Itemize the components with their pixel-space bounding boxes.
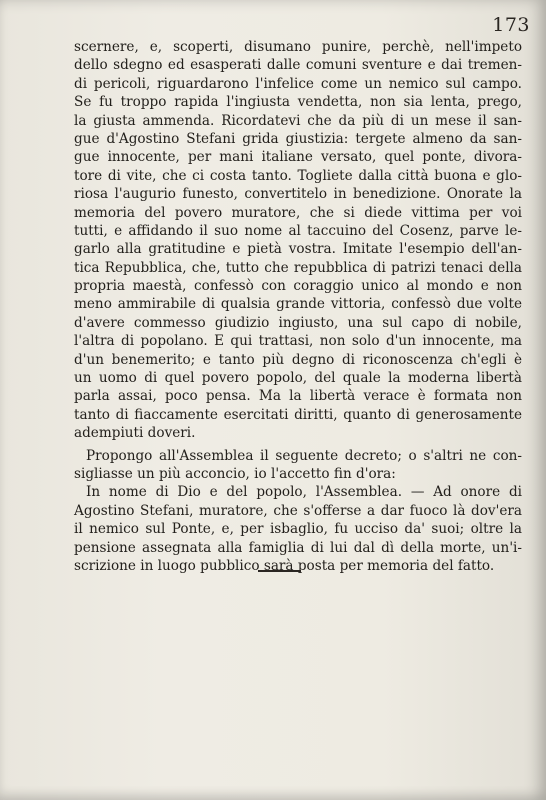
text-line: scernere, e, scoperti, disumano punire, perchè, nell'impeto — [74, 39, 522, 55]
text-line: meno ammirabile di qualsia grande vittoria, confessò due volte — [74, 296, 522, 313]
text-line: garlo alla gratitudine e pietà vostra. Imitate l'esempio dell'an- — [74, 241, 522, 258]
page-number: 173 — [492, 14, 530, 36]
text-line: di pericoli, riguardarono l'infelice come un nemico sul campo. — [74, 75, 522, 92]
text-line: scrizione in luogo pubblico sarà posta per memoria del fatto. — [74, 557, 495, 574]
text-line: il nemico sul Ponte, e, per isbaglio, fu ucciso da' suoi; oltre la — [74, 521, 522, 538]
text-line: Se fu troppo rapida l'ingiusta vendetta, non sia lenta, prego, — [74, 94, 522, 111]
text-line: tica Repubblica, che, tutto che repubblica di patrizi tenaci della — [74, 259, 522, 276]
text-line: gue d'Agostino Stefani grida giustizia: tergete almeno da san- — [74, 130, 522, 147]
text-line: propria maestà, confessò con coraggio unico al mondo e non — [74, 278, 522, 295]
paragraph-3 — [74, 483, 522, 575]
text-line: d'un benemerito; e tanto più degno di riconoscenza ch'egli è — [74, 351, 522, 368]
text-line: d'avere commesso giudizio ingiusto, una sul capo di nobile, — [74, 314, 522, 331]
text-line: tanto di fiaccamente esercitati diritti, quanto di generosamente — [74, 406, 522, 423]
text-line: In nome di Dio e del popolo, l'Assemblea. — Ad onore di — [86, 484, 522, 501]
text-line: tore di vite, che ci costa tanto. Togliete dalla città buona e glo- — [74, 167, 522, 184]
text-line: Agostino Stefani, muratore, che s'offerse a dar fuoco là dov'era — [74, 502, 522, 519]
text-line: un uomo di quel povero popolo, del quale la moderna libertà — [74, 370, 522, 387]
text-line: sigliasse un più acconcio, io l'accetto fin d'ora: — [74, 465, 396, 482]
section-divider-rule — [258, 570, 301, 572]
text-line: riosa l'augurio funesto, convertitelo in benedizione. Onorate la — [74, 186, 522, 203]
text-line: parla assai, poco pensa. Ma la libertà verace è formata non — [74, 388, 522, 405]
paragraph-2 — [74, 447, 522, 484]
paragraph-1 — [74, 38, 522, 443]
text-line: dello sdegno ed esasperati dalle comuni sventure e dai tremen- — [74, 57, 522, 74]
text-line: la giusta ammenda. Ricordatevi che da più di un mese il san- — [74, 112, 522, 129]
body-text — [74, 38, 522, 575]
text-line: gue innocente, per mani italiane versato, quel ponte, divora- — [74, 149, 522, 166]
text-line: tutti, e affidando il suo nome al taccuino del Cosenz, parve le- — [74, 222, 522, 239]
text-line: memoria del povero muratore, che si diede vittima per voi — [74, 204, 522, 221]
text-line: pensione assegnata alla famiglia di lui dal dì della morte, un'i- — [74, 539, 522, 556]
text-line: l'altra di popolano. E qui trattasi, non solo d'un innocente, ma — [74, 333, 522, 350]
text-line: adempiuti doveri. — [74, 425, 196, 442]
text-line: Propongo all'Assemblea il seguente decreto; o s'altri ne con- — [86, 447, 522, 464]
